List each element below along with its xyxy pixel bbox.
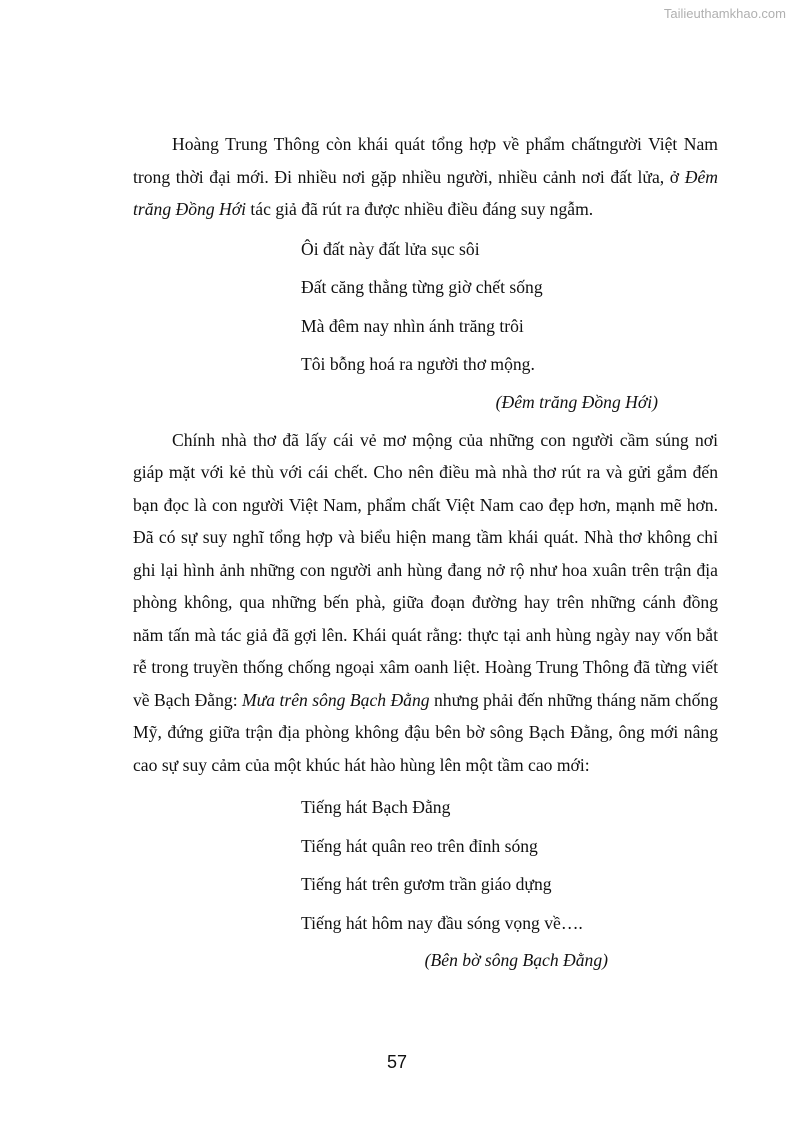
page-content bbox=[133, 128, 718, 982]
page-number: 57 bbox=[386, 1052, 408, 1072]
poem-2-line: Tiếng hát hôm nay đầu sóng vọng về…. bbox=[301, 912, 583, 933]
watermark: Tailieuthamkhao.com bbox=[663, 6, 786, 21]
paragraph-2-text-b: nhưng phải đến những tháng năm chống Mỹ, đứng giữa trận địa phòng không đậu bên bờ sông Bạch Đằng, ông mới nâng cao sự suy cảm của một khúc hát hào hùng lên một tầm cao mới: bbox=[133, 689, 718, 775]
poem-1-line: Đất căng thẳng từng giờ chết sống bbox=[301, 277, 543, 297]
poem-1-line: Ôi đất này đất lửa sục sôi bbox=[301, 238, 480, 259]
poem-1 bbox=[301, 230, 718, 384]
poem-1-line: Tôi bỗng hoá ra người thơ mộng. bbox=[301, 354, 535, 374]
poem-1-line: Mà đêm nay nhìn ánh trăng trôi bbox=[301, 315, 524, 336]
poem-2-source: (Bên bờ sông Bạch Đằng) bbox=[424, 950, 608, 970]
poem-title-mua-tren-song-bach-dang: Mưa trên sông Bạch Đằng bbox=[242, 689, 430, 710]
poem-title-dem-trang-dong-hoi: Đêm trăng Đồng Hới bbox=[133, 166, 718, 219]
paragraph-1-text-b: tác giả đã rút ra được nhiều điều đáng suy ngẫm. bbox=[246, 199, 594, 219]
poem-2-line: Tiếng hát Bạch Đằng bbox=[301, 797, 451, 817]
poem-1-source: (Đêm trăng Đồng Hới) bbox=[495, 391, 658, 412]
paragraph-1 bbox=[133, 128, 718, 226]
paragraph-1-text-a: Hoàng Trung Thông còn khái quát tổng hợp về phẩm chấtngười Việt Nam trong thời đại mới. Đi nhiều nơi gặp nhiều người, nhiều cảnh nơi đất lửa, ở bbox=[133, 134, 718, 187]
paragraph-2-text-a: Chính nhà thơ đã lấy cái vẻ mơ mộng của những con người cầm súng nơi giáp mặt với kẻ thù với cái chết. Cho nên điều mà nhà thơ rút ra và gửi gắm đến bạn đọc là con người Việt Nam, phẩm chất Việt Nam cao đẹp hơn, mạnh mẽ hơn. Đã có sự suy nghĩ tổng hợp và biểu hiện mang tầm khái quát. Nhà thơ không chỉ ghi lại hình ảnh những con người anh hùng đang nở rộ như hoa xuân trên trận địa phòng không, qua những bến phà, giữa đoạn đường hay trên những cánh đồng năm tấn mà tác giả đã gợi lên. Khái quát rằng: thực tại anh hùng ngày nay vốn bắt rễ trong truyền thống chống ngoại xâm oanh liệt. Hoàng Trung Thông đã từng viết về Bạch Đằng: bbox=[133, 429, 718, 710]
paragraph-2 bbox=[133, 424, 718, 782]
poem-2-line: Tiếng hát trên gươm trần giáo dựng bbox=[301, 874, 552, 894]
poem-2-line: Tiếng hát quân reo trên đỉnh sóng bbox=[301, 835, 538, 856]
poem-2 bbox=[301, 788, 718, 942]
